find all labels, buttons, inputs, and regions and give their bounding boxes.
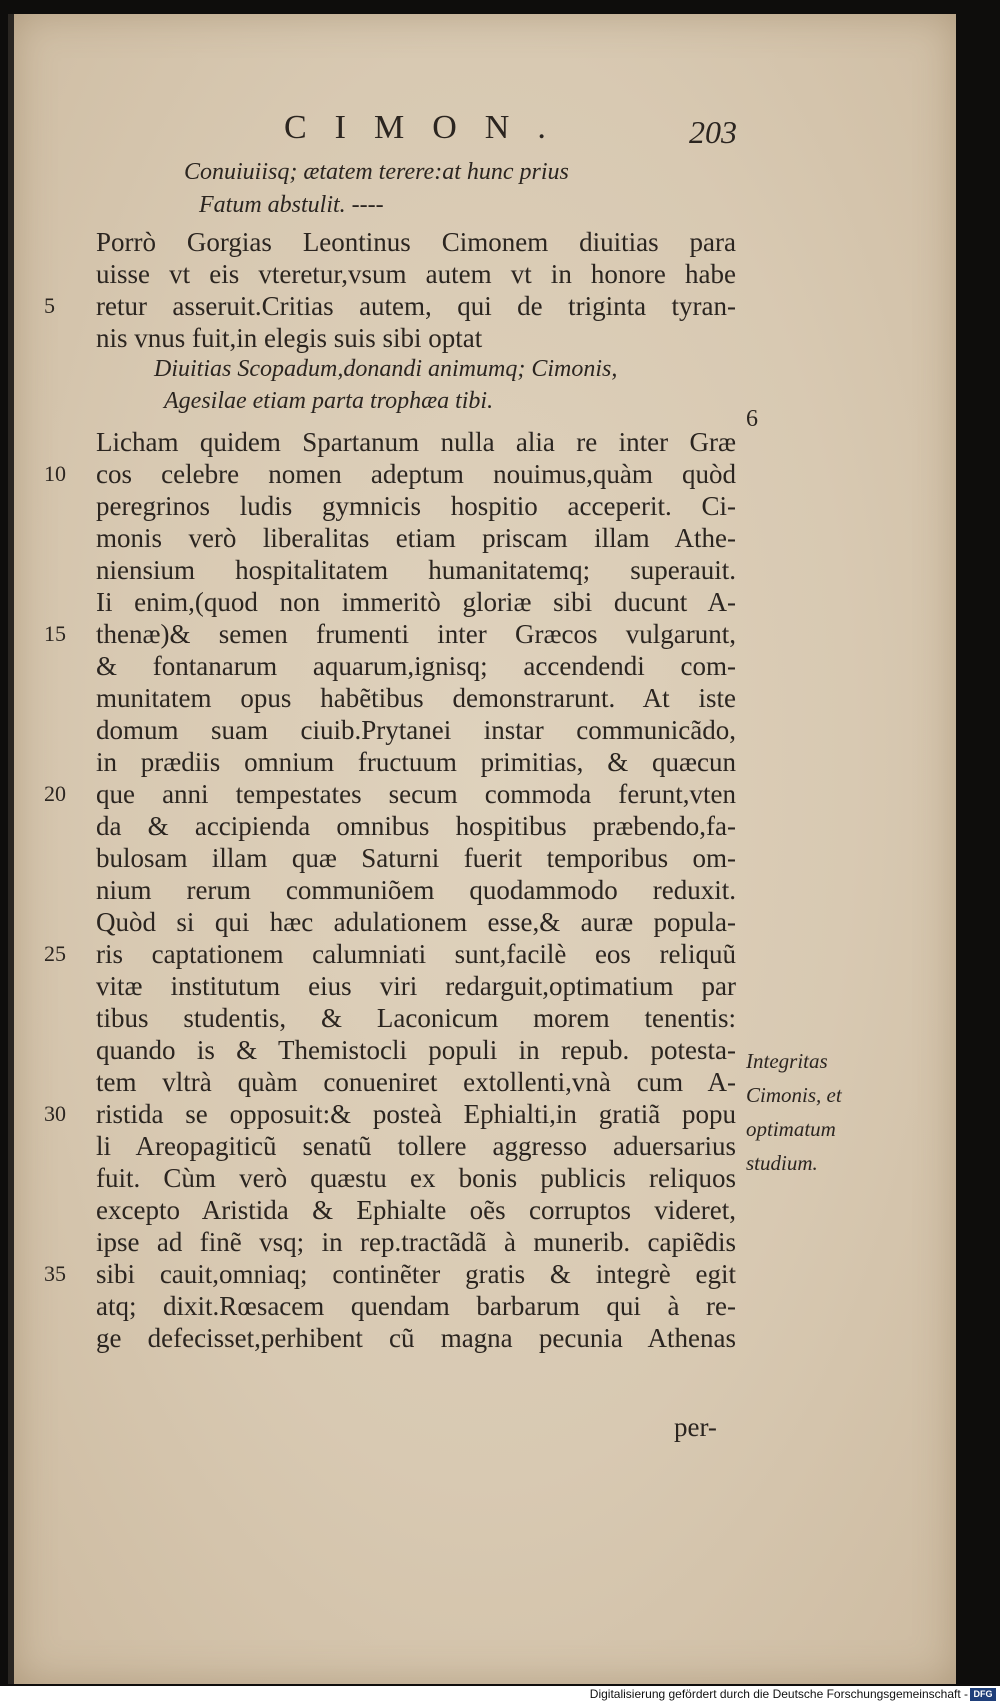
text-line: ristida se opposuit:& posteà Ephialti,in gratiã popu [96, 1099, 736, 1129]
text-line: Ii enim,(quod non immeritò gloriæ sibi ducunt A- [96, 587, 736, 617]
text-line: peregrinos ludis gymnicis hospitio acceperit. Ci- [96, 491, 736, 521]
catchword: per- [674, 1412, 717, 1442]
text-line: cos celebre nomen adeptum nouimus,quàm quòd [96, 459, 736, 489]
text-line: sibi cauit,omniaq; continẽter gratis & integrè egit [96, 1259, 736, 1289]
margin-section-number: 6 [746, 406, 758, 432]
text-line: thenæ)& semen frumenti inter Græcos vulgarunt, [96, 619, 736, 649]
text-line: nium rerum communiõem quodammodo reduxit. [96, 875, 736, 905]
text-line: tibus studentis, & Laconicum morem tenentis: [96, 1003, 736, 1033]
text-line: li Areopagiticũ senatũ tollere aggresso aduersarius [96, 1131, 736, 1161]
text-line: & fontanarum aquarum,ignisq; accendendi com- [96, 651, 736, 681]
text-line: excepto Aristida & Ephialte oẽs corruptos videret, [96, 1195, 736, 1225]
line-number: 35 [44, 1261, 66, 1286]
text-line: munitatem opus habẽtibus demonstrarunt. At iste [96, 683, 736, 713]
text-line: Quòd si qui hæc adulationem esse,& auræ popula- [96, 907, 736, 937]
text-line: Licham quidem Spartanum nulla alia re inter Græ [96, 427, 736, 457]
book-page [8, 14, 956, 1684]
verse-line: Agesilae etiam parta trophæa tibi. [164, 388, 494, 414]
line-number: 30 [44, 1101, 66, 1126]
verse-line: Conuiuiisq; ætatem terere:at hunc prius [184, 159, 569, 185]
line-number: 10 [44, 461, 66, 486]
line-number: 20 [44, 781, 66, 806]
line-number: 25 [44, 941, 66, 966]
line-number: 15 [44, 621, 66, 646]
text-line: vitæ institutum eius viri redarguit,optimatium par [96, 971, 736, 1001]
text-line: da & accipienda omnibus hospitibus præbendo,fa- [96, 811, 736, 841]
text-line: tem vltrà quàm conueniret extollenti,vnà cum A- [96, 1067, 736, 1097]
text-line: Porrò Gorgias Leontinus Cimonem diuitias para [96, 227, 736, 257]
margin-note-line: studium. [746, 1151, 818, 1175]
dfg-logo-icon: DFG [970, 1688, 996, 1701]
text-line: atq; dixit.Rœsacem quendam barbarum qui à re- [96, 1291, 736, 1321]
text-line: uisse vt eis vteretur,vsum autem vt in honore habe [96, 259, 736, 289]
text-line: retur asseruit.Critias autem, qui de triginta tyran- [96, 291, 736, 321]
text-line: nis vnus fuit,in elegis suis sibi optat [96, 323, 483, 353]
line-number: 5 [44, 293, 55, 318]
margin-note-line: optimatum [746, 1117, 836, 1141]
margin-note-line: Cimonis, et [746, 1083, 842, 1107]
text-line: que anni tempestates secum commoda ferunt,vten [96, 779, 736, 809]
margin-note-line: Integritas [746, 1049, 828, 1073]
text-line: bulosam illam quæ Saturni fuerit temporibus om- [96, 843, 736, 873]
text-line: ipse ad finẽ vsq; in rep.tractãdã à munerib. capiẽdis [96, 1227, 736, 1257]
text-line: niensium hospitalitatem humanitatemq; superauit. [96, 555, 736, 585]
funding-footer [0, 1686, 1000, 1703]
text-line: ge defecisset,perhibent cũ magna pecunia Athenas [96, 1323, 736, 1353]
text-line: in prædiis omnium fructuum primitias, & quæcun [96, 747, 736, 777]
running-title: CIMON. [284, 109, 574, 146]
verse-line: Fatum abstulit. ---- [199, 192, 384, 218]
text-line: fuit. Cùm verò quæstu ex bonis publicis reliquos [96, 1163, 736, 1193]
text-line: monis verò liberalitas etiam priscam illam Athe- [96, 523, 736, 553]
text-line: domum suam ciuib.Prytanei instar communicãdo, [96, 715, 736, 745]
verse-line: Diuitias Scopadum,donandi animumq; Cimonis, [154, 356, 618, 382]
page-number: 203 [689, 114, 737, 150]
margin-note [746, 1044, 842, 1180]
text-line: quando is & Themistocli populi in repub. potesta- [96, 1035, 736, 1065]
text-line: ris captationem calumniati sunt,facilè eos reliquũ [96, 939, 736, 969]
funding-credit: Digitalisierung gefördert durch die Deutsche Forschungsgemeinschaft - [589, 1687, 968, 1701]
